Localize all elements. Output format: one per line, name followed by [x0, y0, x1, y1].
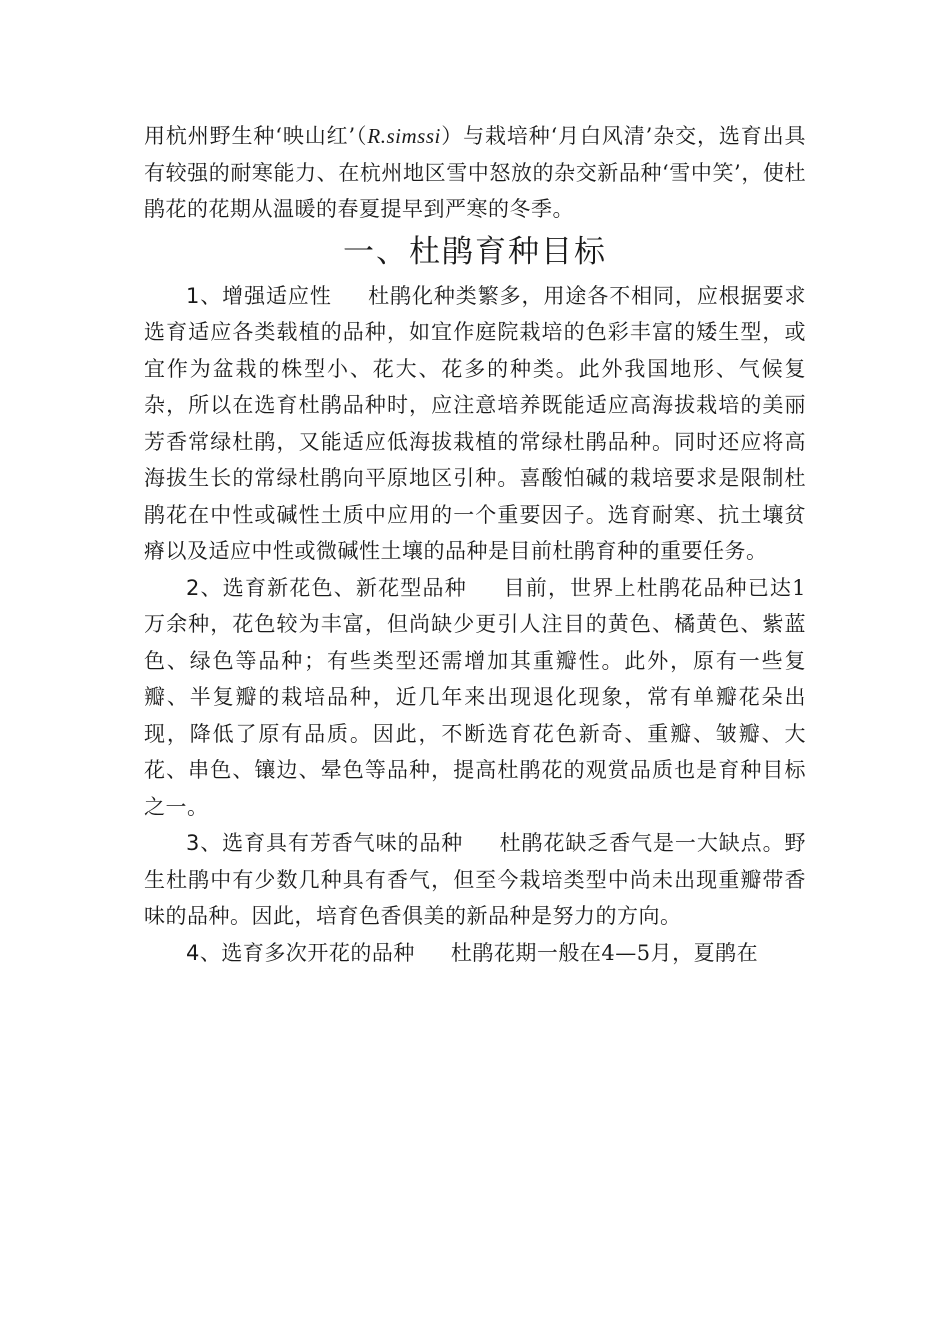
subsection-body-3: 杜鹃花缺乏香气是一大缺点。野生杜鹃中有少数几种具有香气，但至今栽培类型中尚未出现重瓣带香味的品种。因此，培育色香俱美的新品种是努力的方向。	[144, 831, 806, 928]
subsection-title-1: 1、增强适应性	[186, 283, 332, 308]
subsection-body-1: 杜鹃化种类繁多，用途各不相同，应根据要求选育适应各类载植的品种，如宜作庭院栽培的色彩丰富的矮生型，或宜作为盆栽的株型小、花大、花多的种类。此外我国地形、气候复杂，所以在选育杜鹃品种时，应注意培养既能适应高海拔栽培的美丽芳香常绿杜鹃，又能适应低海拔栽植的常绿杜鹃品种。同时还应将高海拔生长的常绿杜鹃向平原地区引种。喜酸怕碱的栽培要求是限制杜鹃花在中性或碱性土质中应用的一个重要因子。选育耐寒、抗土壤贫瘠以及适应中性或微碱性土壤的品种是目前杜鹃育种的重要任务。	[144, 283, 806, 563]
subsection-title-2: 2、选育新花色、新花型品种	[186, 575, 467, 600]
section-heading: 一、杜鹃育种目标	[343, 233, 607, 270]
subsection-body-4: 杜鹃花期一般在4—5月，夏鹃在	[450, 940, 759, 965]
intro-paragraph	[144, 118, 806, 228]
section-paragraph-4	[144, 935, 806, 972]
intro-text-start: 用杭州野生种‘映山红’（	[144, 124, 368, 148]
subsection-body-2: 目前，世界上杜鹃花品种已达1万余种，花色较为丰富，但尚缺少更引人注目的黄色、橘黄色、紫蓝色、绿色等品种；有些类型还需增加其重瓣性。此外，原有一些复瓣、半复瓣的栽培品种，近几年来出现退化现象，常有单瓣花朵出现，降低了原有品质。因此，不断选育花色新奇、重瓣、皱瓣、大花、串色、镶边、晕色等品种，提高杜鹃花的观赏品质也是育种目标之一。	[144, 575, 806, 819]
section-paragraph-3	[144, 825, 806, 935]
intro-text-end: ）与栽培种‘月白风清’杂交，选育出具有较强的耐寒能力、在杭州地区雪中怒放的杂交新品种‘雪中笑’，使杜鹃花的花期从温暖的春夏提早到严寒的冬季。	[144, 124, 806, 221]
subsection-title-4: 4、选育多次开花的品种	[186, 940, 415, 965]
latin-species-name: R.simssi	[367, 124, 441, 148]
section-paragraph-1	[144, 278, 806, 570]
section-paragraph-2	[144, 570, 806, 826]
document-page	[144, 118, 806, 971]
subsection-title-3: 3、选育具有芳香气味的品种	[186, 831, 464, 855]
